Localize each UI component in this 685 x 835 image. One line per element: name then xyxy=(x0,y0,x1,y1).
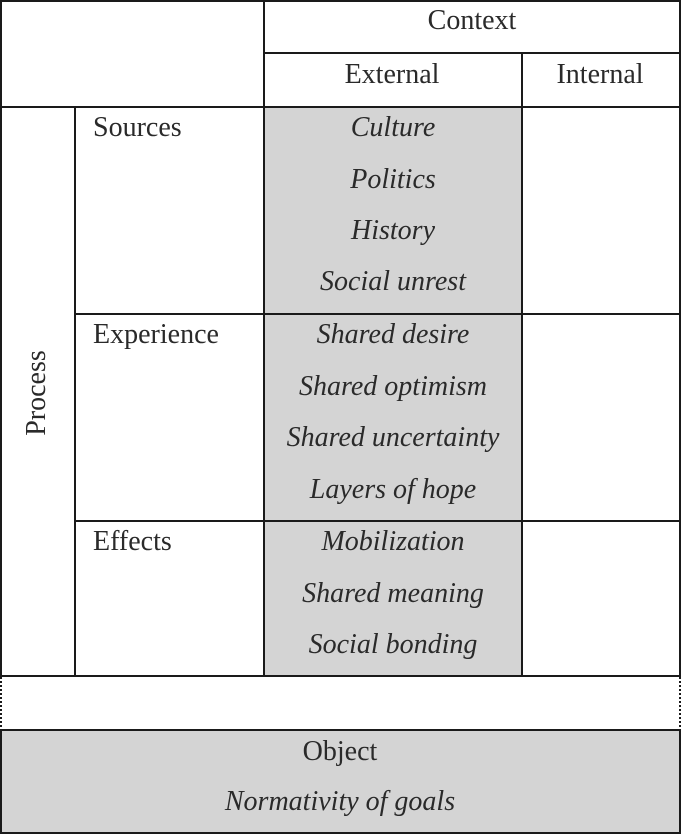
row-divider-experience-effects xyxy=(74,520,681,522)
object-top-border xyxy=(0,729,681,731)
object-subtitle: Normativity of goals xyxy=(224,786,456,817)
outer-border-left-top xyxy=(0,0,2,677)
header-context-divider xyxy=(264,52,681,54)
external-header: External xyxy=(344,59,440,90)
list-item: History xyxy=(351,215,435,246)
header-bottom-divider xyxy=(0,106,681,108)
list-item: Shared uncertainty xyxy=(286,422,500,453)
outer-border-right-top xyxy=(679,0,681,677)
row-divider-sources-experience xyxy=(74,313,681,315)
list-item: Shared meaning xyxy=(302,578,484,609)
list-item: Shared optimism xyxy=(299,371,487,402)
context-header: Context xyxy=(427,5,517,36)
outer-border-right-bottom xyxy=(679,731,681,834)
row-label-effects: Effects xyxy=(93,526,172,557)
external-internal-divider xyxy=(521,52,523,677)
list-item: Social unrest xyxy=(320,266,466,297)
outer-border-bottom xyxy=(0,832,681,834)
process-label: Process xyxy=(21,350,52,436)
outer-border-left-bottom xyxy=(0,731,2,834)
outer-border-right-gap xyxy=(679,677,681,731)
outer-border-top xyxy=(0,0,681,2)
list-item: Shared desire xyxy=(316,319,470,350)
object-title: Object xyxy=(302,736,378,767)
header-left-divider xyxy=(263,0,265,677)
process-column-divider xyxy=(74,106,76,677)
internal-header: Internal xyxy=(556,59,644,90)
list-item: Mobilization xyxy=(321,526,465,557)
list-item: Layers of hope xyxy=(309,474,477,505)
process-bottom-border xyxy=(0,675,681,677)
row-label-sources: Sources xyxy=(93,112,182,143)
outer-border-left-gap xyxy=(0,677,2,731)
list-item: Politics xyxy=(350,164,436,195)
list-item: Culture xyxy=(350,112,436,143)
row-label-experience: Experience xyxy=(93,319,219,350)
list-item: Social bonding xyxy=(308,629,478,660)
